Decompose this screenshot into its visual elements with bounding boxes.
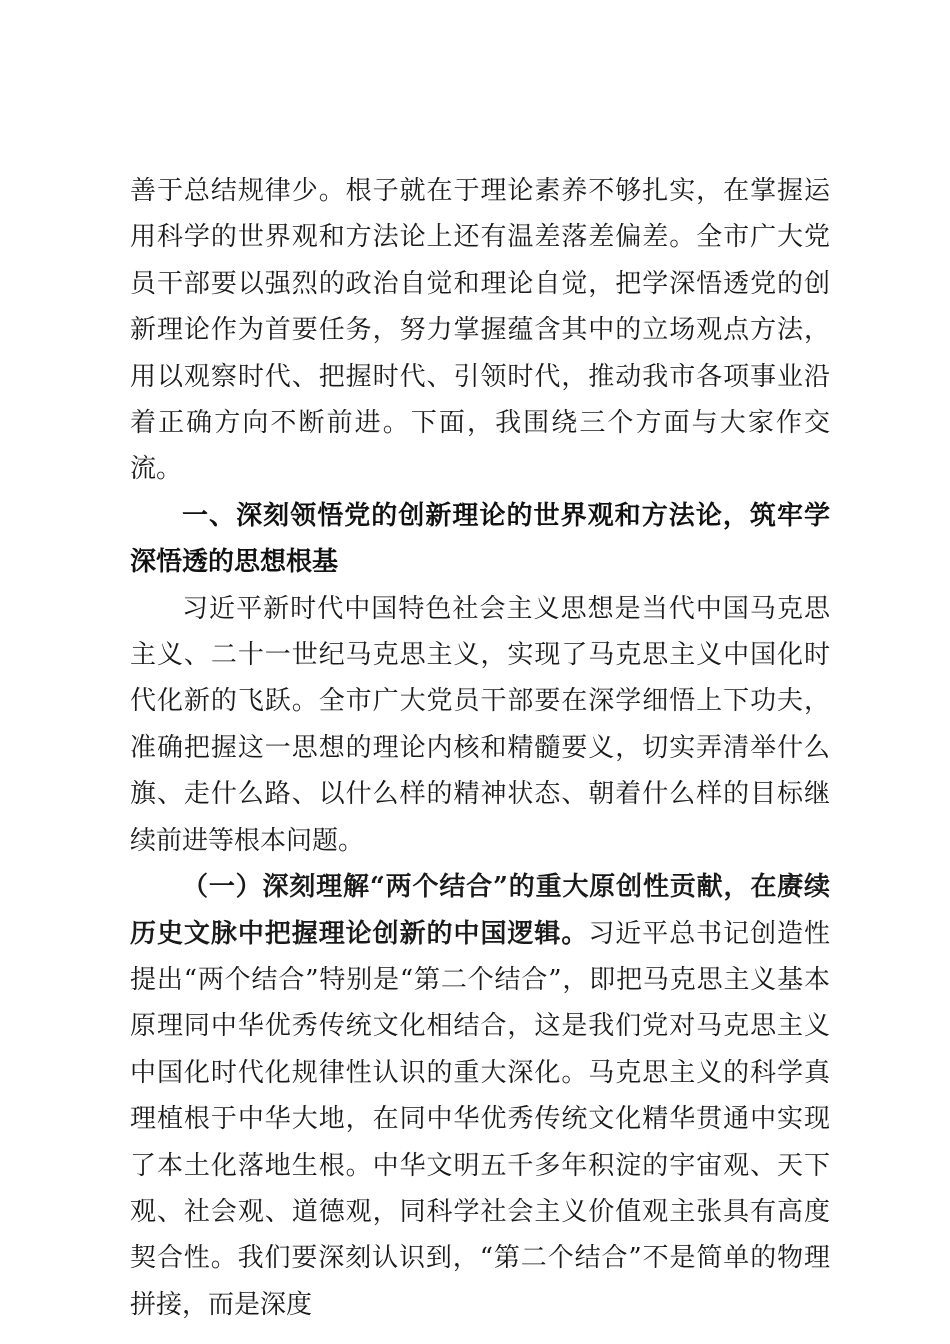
subsection-lead-1: （一）深刻理解“两个结合”的重大原创性贡献，在赓续历史文脉中把握理论创新的中国逻辑。 (130, 872, 830, 949)
section-heading-1: 一、深刻领悟党的创新理论的世界观和方法论，筑牢学深悟透的思想根基 (130, 500, 830, 578)
body-paragraph-continued: 善于总结规律少。根子就在于理论素养不够扎实，在掌握运用科学的世界观和方法论上还有温差落差偏差。全市广大党员干部要以强烈的政治自觉和理论自觉，把学深悟透党的创新理论作为首要任务，努力掌握蕴含其中的立场观点方法，用以观察时代、把握时代、引领时代，推动我市各项事业沿着正确方向不断前进。下面，我围绕三个方面与大家作交流。 (130, 176, 830, 485)
document-body (130, 168, 830, 1328)
body-paragraph-subsection-1 (130, 864, 830, 1328)
body-paragraph-intro: 习近平新时代中国特色社会主义思想是当代中国马克思主义、二十一世纪马克思主义，实现了马克思主义中国化时代化新的飞跃。全市广大党员干部要在深学细悟上下功夫，准确把握这一思想的理论内核和精髓要义，切实弄清举什么旗、走什么路、以什么样的精神状态、朝着什么样的目标继续前进等根本问题。 (130, 593, 830, 856)
subsection-text-1: 习近平总书记创造性提出“两个结合”特别是“第二个结合”，即把马克思主义基本原理同中华优秀传统文化相结合，这是我们党对马克思主义中国化时代化规律性认识的重大深化。马克思主义的科学真理植根于中华大地，在同中华优秀传统文化精华贯通中实现了本土化落地生根。中华文明五千多年积淀的宇宙观、天下观、社会观、道德观，同科学社会主义价值观主张具有高度契合性。我们要深刻认识到，“第二个结合”不是简单的物理拼接，而是深度 (130, 918, 830, 1320)
